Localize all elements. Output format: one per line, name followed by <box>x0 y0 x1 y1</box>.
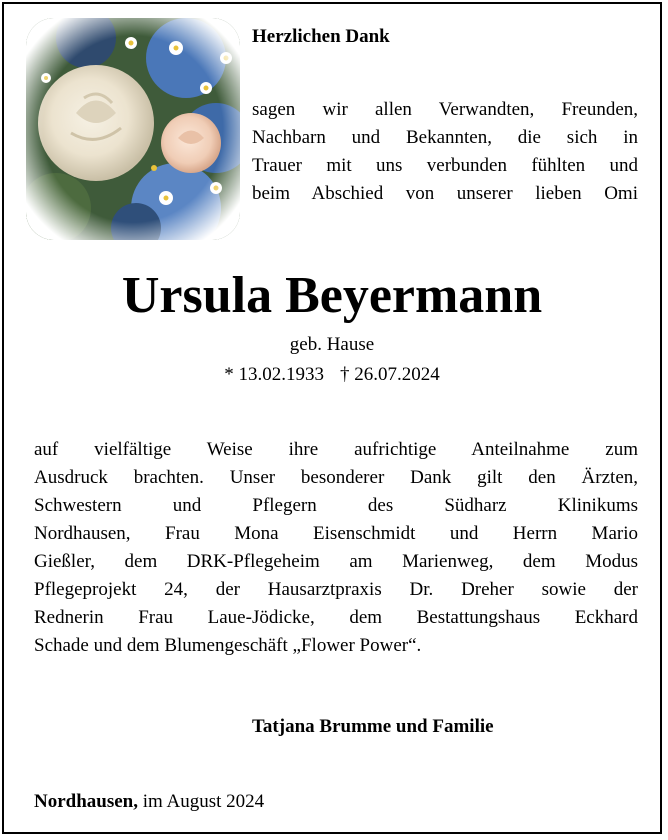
intro-paragraph <box>252 96 638 208</box>
place-and-date <box>34 791 264 813</box>
date: im August 2024 <box>138 791 265 812</box>
body-line: auf vielfältige Weise ihre aufrichtige Anteilnahme zum <box>34 439 638 460</box>
signature: Tatjana Brumme und Familie <box>252 716 494 737</box>
thanks-heading: Herzlichen Dank <box>252 26 390 47</box>
intro-line: beim Abschied von unserer lieben Omi <box>252 183 638 204</box>
intro-line: Nachbarn und Bekannten, die sich in <box>252 127 638 148</box>
life-dates <box>4 364 660 386</box>
birth-name: geb. Hause <box>289 334 375 355</box>
body-line: Schade und dem Blumengeschäft „Flower Power“. <box>34 635 422 656</box>
obituary-frame <box>2 2 662 834</box>
thanks-paragraph <box>34 436 638 660</box>
place: Nordhausen, <box>34 791 138 812</box>
intro-line: sagen wir allen Verwandten, Freunden, <box>252 99 638 120</box>
body-line: Pflegeprojekt 24, der Hausarztpraxis Dr. Dreher sowie der <box>34 579 638 600</box>
body-line: Nordhausen, Frau Mona Eisenschmidt und Herrn Mario <box>34 523 638 544</box>
deceased-name: Ursula Beyermann <box>121 267 543 324</box>
body-line: Rednerin Frau Laue-Jödicke, dem Bestattungshaus Eckhard <box>34 607 638 628</box>
body-line: Schwestern und Pflegern des Südharz Klinikums <box>34 495 638 516</box>
body-line: Gießler, dem DRK-Pflegeheim am Marienweg, dem Modus <box>34 551 638 572</box>
flower-bouquet-image <box>26 18 240 240</box>
intro-line: Trauer mit uns verbunden fühlten und <box>252 155 638 176</box>
body-line: Ausdruck brachten. Unser besonderer Dank gilt den Ärzten, <box>34 467 638 488</box>
death-date: † 26.07.2024 <box>340 364 440 385</box>
birth-date: * 13.02.1933 <box>224 364 324 385</box>
